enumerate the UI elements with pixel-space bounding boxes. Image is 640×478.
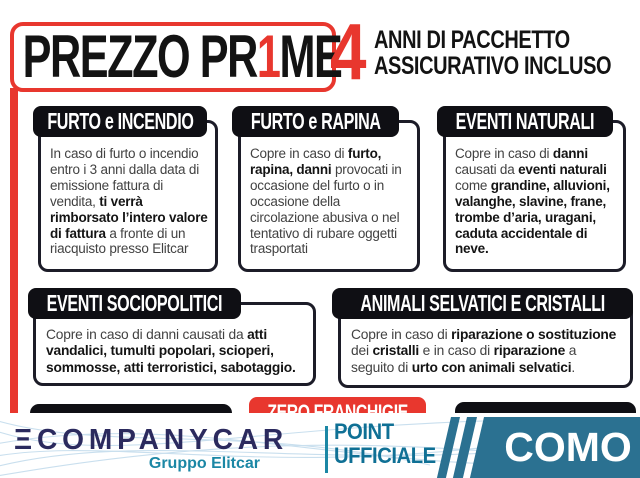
title-part-red-1: 1 bbox=[256, 23, 280, 90]
title-part-black-2: ME bbox=[279, 23, 342, 90]
title-part-black-1: PREZZO PR bbox=[22, 23, 257, 90]
card-title-label: FURTO e INCENDIO bbox=[46, 108, 194, 134]
subtitle-line-2: ASSICURATIVO INCLUSO bbox=[374, 52, 612, 80]
card-body-text: Copre in caso di danni causati da eventi naturali come grandine, alluvioni, valanghe, slavine, frane, trombe d’aria, uragani, caduta accidentale di neve. bbox=[455, 146, 610, 257]
card-body-text: Copre in caso di danni causati da atti vandalici, tumulti popolari, scioperi, sommosse, atti terroristici, sabotaggio. bbox=[46, 327, 296, 375]
card-body-text: Copre in caso di furto, rapina, danni provocati in occasione del furto o in occasione della circolazione abusiva o nel tentativo di rubare oggetti trasportati bbox=[250, 146, 402, 257]
brand-mark-icon: Ξ bbox=[14, 424, 37, 456]
card-title-label: ANIMALI SELVATICI E CRISTALLI bbox=[360, 290, 605, 316]
card-title-label: EVENTI NATURALI bbox=[455, 108, 595, 134]
subtitle-line-1: ANNI DI PACCHETTO bbox=[374, 26, 570, 54]
card-body-text: In caso di furto o incendio entro i 3 anni dalla data di emissione fattura di vendita, ti verrà rimborsato l’intero valore di fattura a fronte di un riacquisto presso Elitcar bbox=[50, 146, 208, 257]
como-location-label: COMO bbox=[504, 424, 632, 470]
brand-gruppo-elitcar: Gruppo Elitcar bbox=[148, 455, 260, 472]
point-line-2: UFFICIALE bbox=[334, 442, 436, 468]
footer-divider bbox=[325, 426, 328, 473]
point-ufficiale-label bbox=[334, 420, 436, 467]
card-eventi-naturali bbox=[443, 120, 626, 272]
brand-logo-companycar bbox=[14, 424, 288, 457]
card-title-eventi-sociopolitici bbox=[28, 288, 241, 319]
page-title bbox=[14, 23, 342, 90]
card-furto-incendio bbox=[38, 120, 218, 272]
card-body-text: Copre in caso di riparazione o sostituzione dei cristalli e in caso di riparazione a seguito di urto con animali selvatici. bbox=[351, 327, 617, 375]
card-furto-rapina bbox=[238, 120, 420, 272]
card-title-label: EVENTI SOCIOPOLITICI bbox=[46, 290, 223, 316]
card-title-furto-rapina bbox=[232, 106, 399, 137]
card-title-animali-selvatici-cristalli bbox=[332, 288, 633, 319]
card-title-furto-incendio bbox=[33, 106, 207, 137]
card-title-eventi-naturali bbox=[437, 106, 613, 137]
red-vertical-connector bbox=[10, 88, 18, 415]
prezzo-prime-title-box bbox=[10, 22, 342, 92]
brand-name: COMPANYCAR bbox=[36, 424, 289, 456]
header-subtitle bbox=[374, 27, 611, 79]
point-line-1: POINT bbox=[334, 419, 394, 444]
card-title-label: FURTO e RAPINA bbox=[250, 108, 381, 134]
footer-bar bbox=[0, 413, 640, 478]
years-number: 4 bbox=[330, 7, 367, 96]
